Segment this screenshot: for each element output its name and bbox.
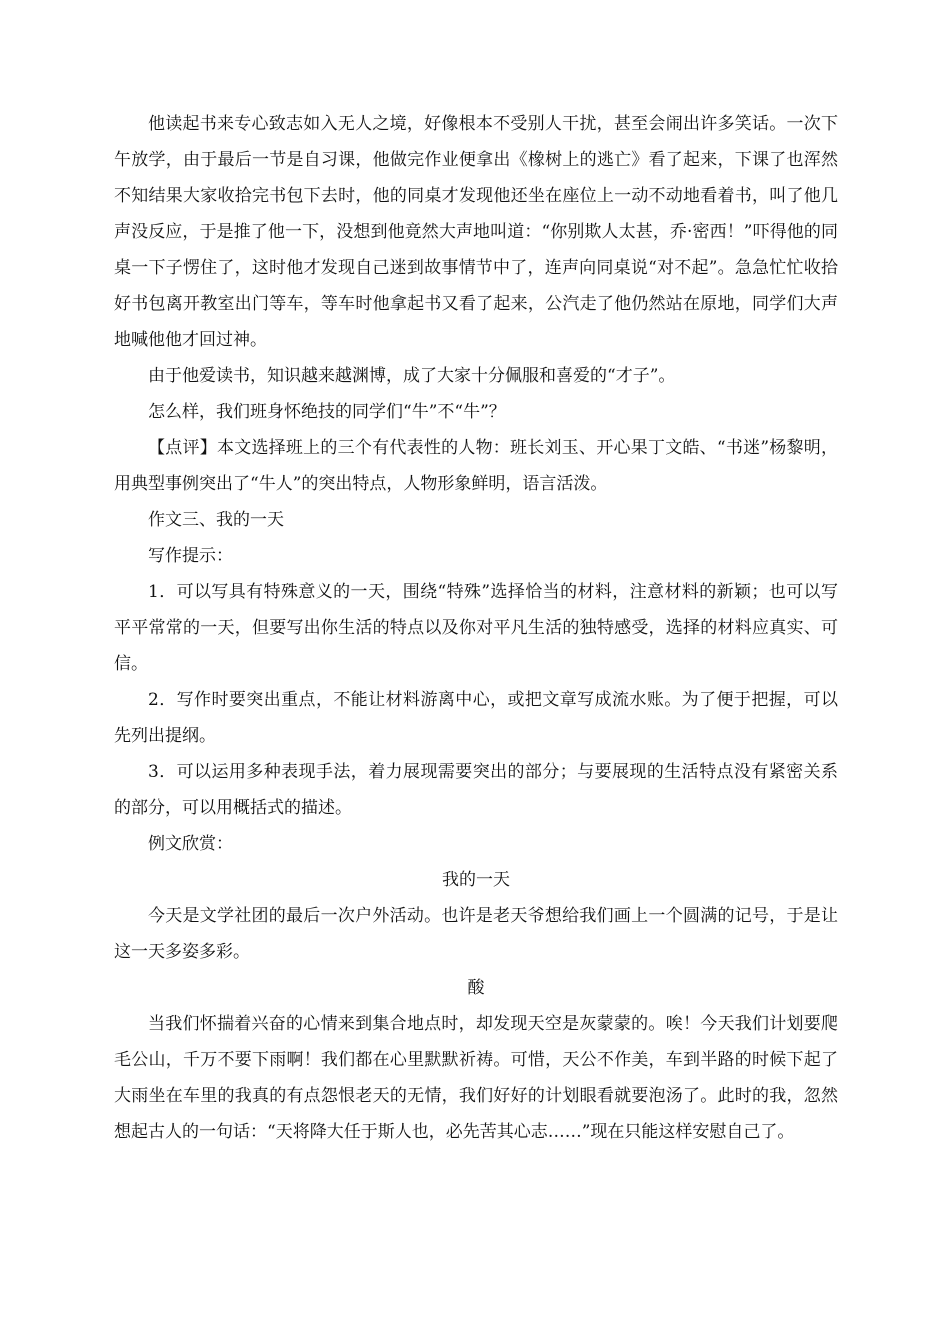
paragraph-review: 【点评】本文选择班上的三个有代表性的人物：班长刘玉、开心果丁文皓、“书迷”杨黎明，用典型事例突出了“牛人”的突出特点，人物形象鲜明，语言活泼。 [114, 438, 838, 494]
essay-title: 我的一天 [442, 870, 510, 890]
paragraph-essay-intro: 今天是文学社团的最后一次户外活动。也许是老天爷想给我们画上一个圆满的记号，于是让这一天多姿多彩。 [114, 906, 838, 962]
paragraph-writing-tips-label: 写作提示： [148, 546, 233, 566]
paragraph-story-book-lover: 他读起书来专心致志如入无人之境，好像根本不受别人干扰，甚至会闹出许多笑话。一次下午放学，由于最后一节是自习课，他做完作业便拿出《橡树上的逃亡》看了起来，下课了也浑然不知结果大家收拾完书包下去时，他的同桌才发现他还坐在座位上一动不动地看着书，叫了他几声没反应，于是推了他一下，没想到他竟然大声地叫道：“你别欺人太甚，乔·密西！”吓得他的同桌一下子愣住了，这时他才发现自己迷到故事情节中了，连声向同桌说“对不起”。急急忙忙收拾好书包离开教室出门等车，等车时他拿起书又看了起来，公汽走了他仍然站在原地，同学们大声地喊他他才回过神。 [114, 114, 838, 350]
paragraph-tip-3: 3．可以运用多种表现手法，着力展现需要突出的部分；与要展现的生活特点没有紧密关系的部分，可以用概括式的描述。 [114, 762, 838, 818]
paragraph-talent: 由于他爱读书，知识越来越渊博，成了大家十分佩服和喜爱的“才子”。 [148, 366, 676, 386]
paragraph-tip-2: 2．写作时要突出重点，不能让材料游离中心，或把文章写成流水账。为了便于把握，可以先列出提纲。 [114, 690, 838, 746]
section-title: 酸 [467, 978, 485, 998]
paragraph-example-label: 例文欣赏： [148, 834, 233, 854]
paragraph-question: 怎么样，我们班身怀绝技的同学们“牛”不“牛”？ [148, 402, 506, 422]
paragraph-essay-three-title: 作文三、我的一天 [148, 510, 284, 530]
paragraph-tip-1: 1．可以写具有特殊意义的一天，围绕“特殊”选择恰当的材料，注意材料的新颖；也可以写平平常常的一天，但要写出你生活的特点以及你对平凡生活的独特感受，选择的材料应真实、可信。 [114, 582, 838, 674]
paragraph-section-body: 当我们怀揣着兴奋的心情来到集合地点时，却发现天空是灰蒙蒙的。唉！今天我们计划要爬毛公山，千万不要下雨啊！我们都在心里默默祈祷。可惜，天公不作美，车到半路的时候下起了大雨坐在车里的我真的有点怨恨老天的无情，我们好好的计划眼看就要泡汤了。此时的我，忽然想起古人的一句话：“天将降大任于斯人也，必先苦其心志……”现在只能这样安慰自己了。 [114, 1014, 838, 1142]
